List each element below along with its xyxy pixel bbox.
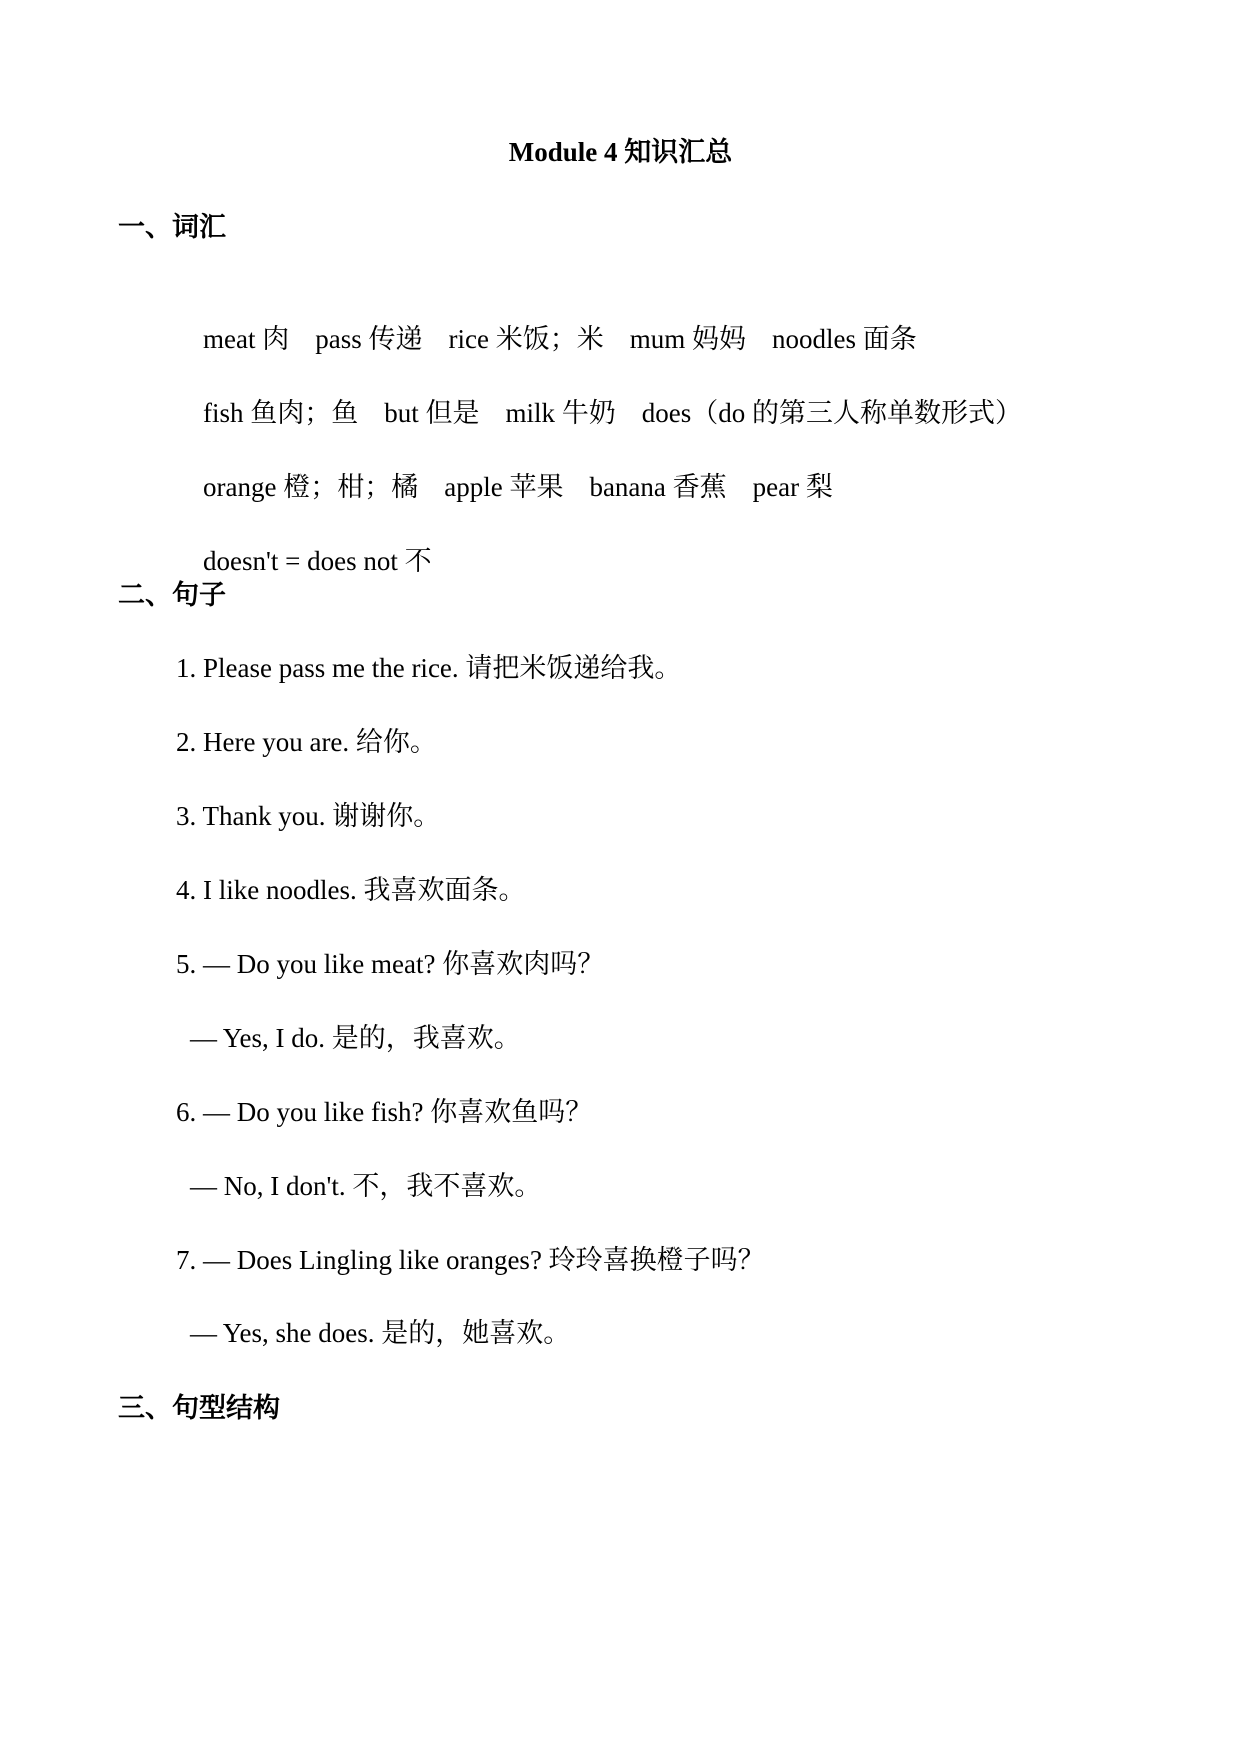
vocab-item: doesn't = does not 不: [203, 546, 432, 576]
section-heading-vocab: 一、词汇: [118, 212, 226, 242]
sentence-line: 5. — Do you like meat? 你喜欢肉吗？: [176, 949, 605, 979]
vocab-item: but 但是: [384, 398, 480, 428]
sentence-line: 3. Thank you. 谢谢你。: [176, 801, 441, 831]
sentence-line: 6. — Do you like fish? 你喜欢鱼吗？: [176, 1097, 593, 1127]
vocab-item: does（do 的第三人称单数形式）: [641, 398, 1023, 428]
sentence-line: 4. I like noodles. 我喜欢面条。: [176, 875, 526, 905]
vocab-item: noodles 面条: [771, 324, 917, 354]
sentence-reply-line: — No, I don't. 不，我不喜欢。: [190, 1171, 542, 1201]
page-title: Module 4 知识汇总: [508, 137, 733, 167]
vocab-item: meat 肉: [203, 324, 290, 354]
vocab-item: pass 传递: [315, 324, 423, 354]
sentence-reply-line: — Yes, she does. 是的，她喜欢。: [190, 1318, 571, 1348]
vocab-item: banana 香蕉: [589, 472, 727, 502]
section-heading-sentences: 二、句子: [118, 580, 226, 610]
vocab-item: mum 妈妈: [629, 324, 746, 354]
sentence-line: 1. Please pass me the rice. 请把米饭递给我。: [176, 653, 682, 683]
vocab-item: rice 米饭；米: [448, 324, 604, 354]
section-heading-structures: 三、句型结构: [118, 1393, 280, 1423]
vocab-item: milk 牛奶: [505, 398, 616, 428]
vocab-item: orange 橙；柑；橘: [203, 472, 419, 502]
sentence-line: 2. Here you are. 给你。: [176, 727, 437, 757]
sentence-reply-line: — Yes, I do. 是的，我喜欢。: [190, 1023, 521, 1053]
vocab-item: fish 鱼肉；鱼: [203, 398, 359, 428]
sentence-line: 7. — Does Lingling like oranges? 玲玲喜换橙子吗？: [176, 1245, 765, 1275]
vocab-item: apple 苹果: [444, 472, 564, 502]
vocab-item: pear 梨: [752, 472, 833, 502]
